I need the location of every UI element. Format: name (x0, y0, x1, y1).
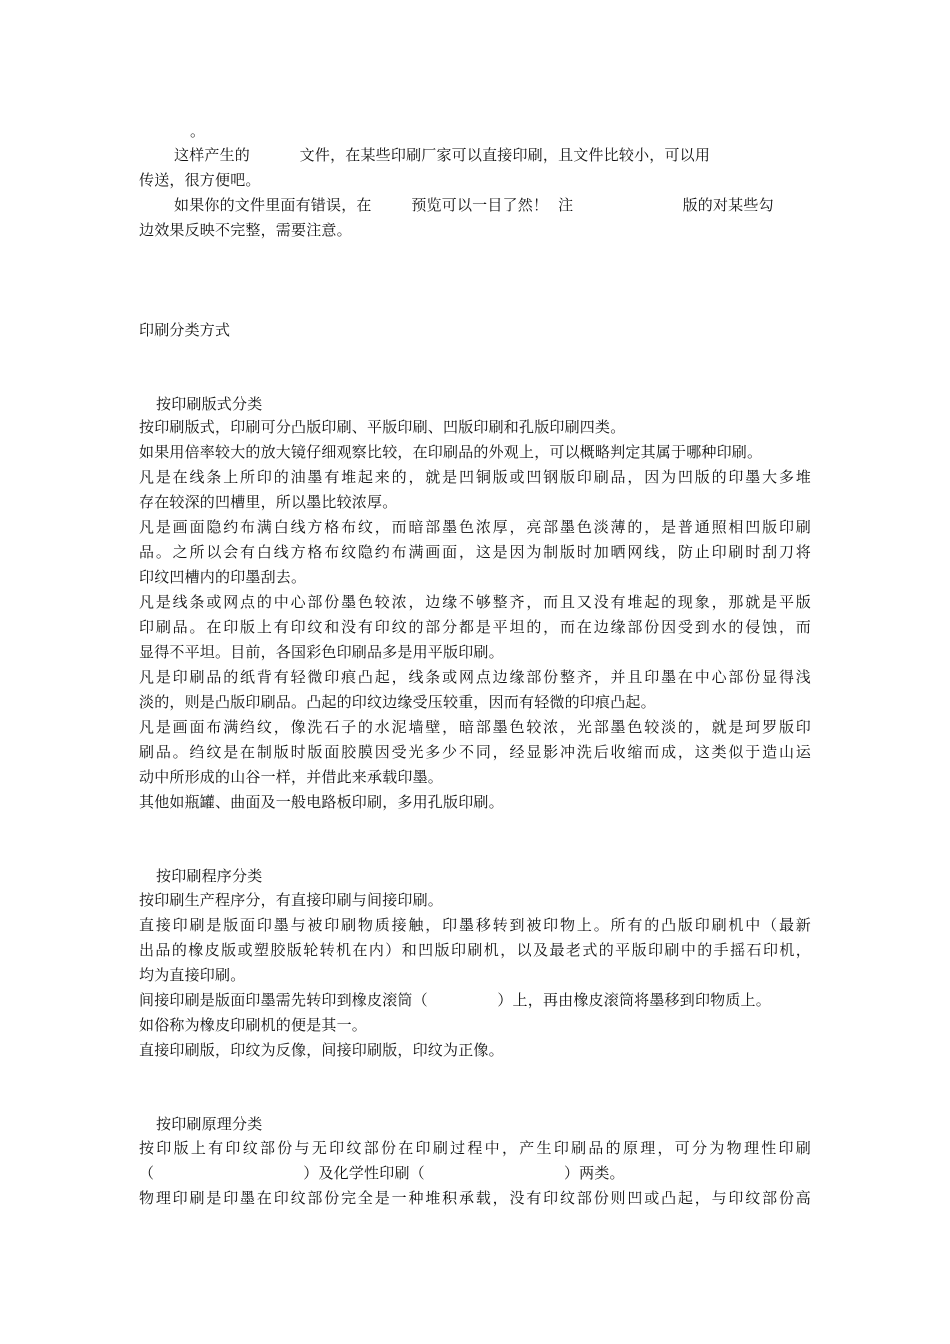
paragraph-line: 如俗称为橡皮印刷机的便是其一。 (139, 1016, 368, 1034)
subsection-heading: 按印刷原理分类 (156, 1115, 263, 1133)
paragraph-line: 均为直接印刷。 (139, 966, 246, 984)
paragraph-line: 凡是在线条上所印的油墨有堆起来的，就是凹铜版或凹钢版印刷品，因为凹版的印墨大多堆 (139, 468, 811, 486)
paragraph-line: 如果用倍率较大的放大镜仔细观察比较，在印刷品的外观上，可以概略判定其属于哪种印刷。 (139, 443, 763, 461)
paragraph-line: 出品的橡皮版或塑胶版轮转机在内）和凹版印刷机，以及最老式的平版印刷中的手摇石印机， (139, 941, 811, 959)
paragraph-line: 显得不平坦。目前，各国彩色印刷品多是用平版印刷。 (139, 643, 504, 661)
subsection-heading: 按印刷程序分类 (156, 867, 263, 885)
paragraph-line: 直接印刷版，印纹为反像，间接印刷版，印纹为正像。 (139, 1041, 504, 1059)
paragraph-line: 淡的，则是凸版印刷品。凸起的印纹边缘受压较重，因而有轻微的印痕凸起。 (139, 693, 656, 711)
paragraph-line: 按印版上有印纹部份与无印纹部份在印刷过程中，产生印刷品的原理，可分为物理性印刷 (139, 1139, 811, 1157)
paragraph-line: 凡是画面布满绉纹，像洗石子的水泥墙壁，暗部墨色较浓，光部墨色较淡的，就是珂罗版印 (139, 718, 811, 736)
paragraph-line: 刷品。绉纹是在制版时版面胶膜因受光多少不同，经显影冲洗后收缩而成，这类似于造山运 (139, 743, 811, 761)
subsection-heading: 按印刷版式分类 (156, 395, 263, 413)
paragraph-line: 凡是画面隐约布满白线方格布纹，而暗部墨色浓厚，亮部墨色淡薄的，是普通照相凹版印刷 (139, 518, 811, 536)
paragraph-line: 其他如瓶罐、曲面及一般电路板印刷，多用孔版印刷。 (139, 793, 504, 811)
paragraph-line: 如果你的文件里面有错误，在 预览可以一目了然！ 注 版的对某些勾 (174, 196, 774, 214)
paragraph-line: 动中所形成的山谷一样，并借此来承载印墨。 (139, 768, 444, 786)
paragraph-line: 间接印刷是版面印墨需先转印到橡皮滚筒（ ）上，再由橡皮滚筒将墨移到印物质上。 (139, 991, 771, 1009)
paragraph-line: 印刷品。在印版上有印纹和没有印纹的部分都是平坦的，而在边缘部份因受到水的侵蚀，而 (139, 618, 811, 636)
paragraph-line: 。 (190, 122, 206, 140)
paragraph-line: 按印刷版式，印刷可分凸版印刷、平版印刷、凹版印刷和孔版印刷四类。 (139, 418, 626, 436)
paragraph-line: 存在较深的凹槽里，所以墨比较浓厚。 (139, 493, 398, 511)
paragraph-line: 这样产生的 文件，在某些印刷厂家可以直接印刷，且文件比较小，可以用 (174, 146, 711, 164)
paragraph-line: 直接印刷是版面印墨与被印刷物质接触，印墨移转到被印物上。所有的凸版印刷机中（最新 (139, 916, 811, 934)
paragraph-line: （ ）及化学性印刷（ ）两类。 (139, 1164, 625, 1182)
section-heading: 印刷分类方式 (139, 321, 231, 339)
paragraph-line: 印纹凹槽内的印墨刮去。 (139, 568, 307, 586)
paragraph-line: 品。之所以会有白线方格布纹隐约布满画面，这是因为制版时加晒网线，防止印刷时刮刀将 (139, 543, 811, 561)
paragraph-line: 凡是线条或网点的中心部份墨色较浓，边缘不够整齐，而且又没有堆起的现象，那就是平版 (139, 593, 811, 611)
paragraph-line: 物理印刷是印墨在印纹部份完全是一种堆积承载，没有印纹部份则凹或凸起，与印纹部份高 (139, 1189, 811, 1207)
paragraph-line: 按印刷生产程序分，有直接印刷与间接印刷。 (139, 891, 444, 909)
paragraph-line: 传送，很方便吧。 (139, 171, 261, 189)
paragraph-line: 边效果反映不完整，需要注意。 (139, 221, 352, 239)
paragraph-line: 凡是印刷品的纸背有轻微印痕凸起，线条或网点边缘部份整齐，并且印墨在中心部份显得浅 (139, 668, 811, 686)
